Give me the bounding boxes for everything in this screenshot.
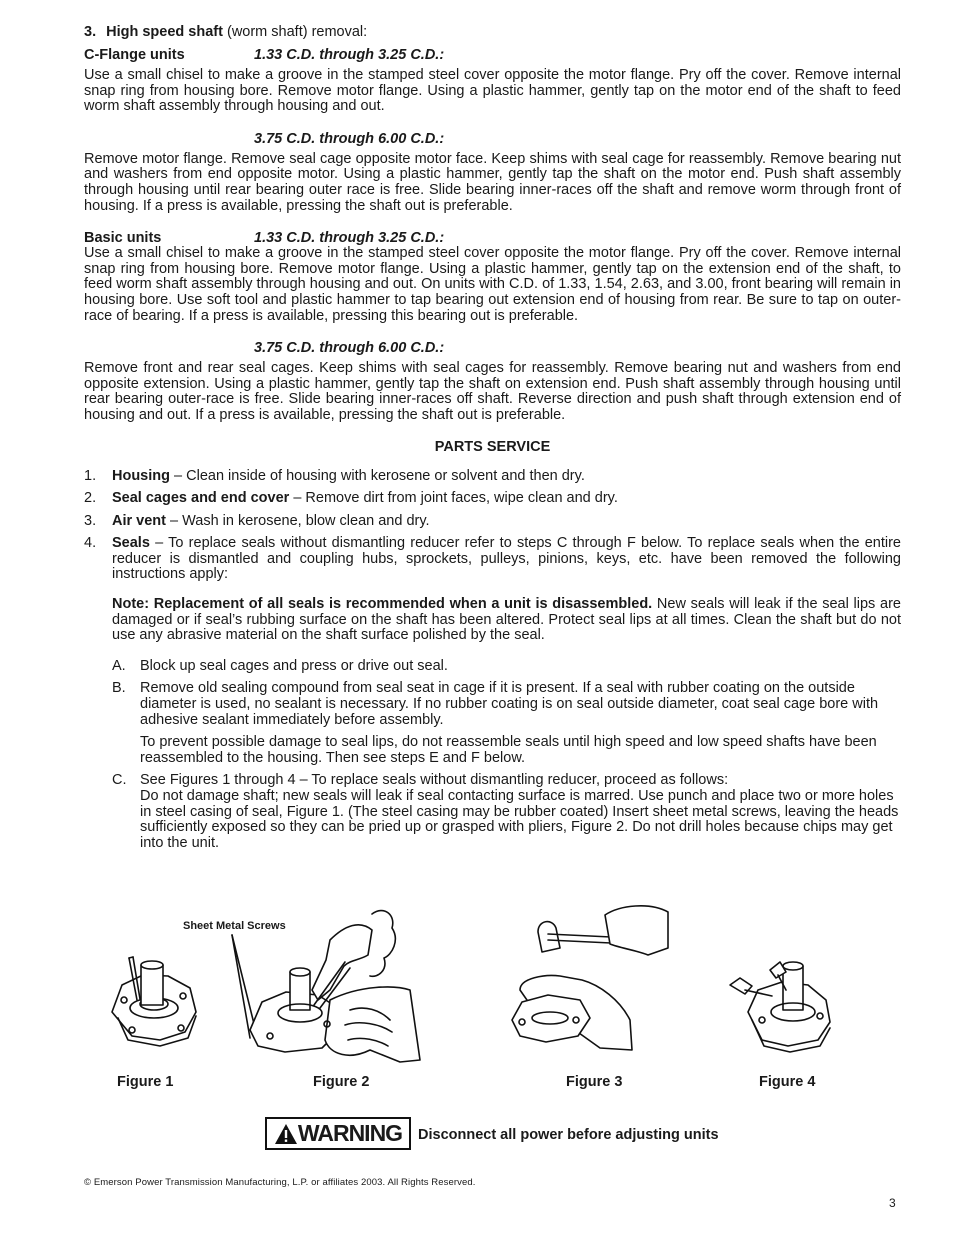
- basic-label: Basic units: [84, 230, 162, 247]
- warning-label: WARNING: [297, 1120, 403, 1146]
- list-item-number: 1.: [84, 467, 97, 484]
- cd-range-2: 3.75 C.D. through 6.00 C.D.:: [254, 130, 445, 147]
- warning-badge: [265, 1117, 411, 1150]
- figure-1-drawing: [112, 957, 196, 1046]
- list-item-text: Air vent – Wash in kerosene, blow clean and dry.: [112, 512, 430, 529]
- figure-2-caption: Figure 2: [313, 1074, 370, 1090]
- list-item-text: Seals – To replace seals without dismantling reducer refer to steps C through F below. To replace seals when the entire reducer is dismantled and coupling hubs, sprockets, pulleys, pinions, keys, etc. have been removed the following instructions apply:: [112, 535, 901, 583]
- warning-message: Disconnect all power before adjusting units: [418, 1127, 719, 1143]
- warning-triangle-icon: [274, 1123, 298, 1145]
- copyright: © Emerson Power Transmission Manufacturing, L.P. or affiliates 2003. All Rights Reserved.: [84, 1177, 476, 1188]
- parts-service-title: PARTS SERVICE: [434, 438, 551, 455]
- list-item-number: 3.: [84, 512, 97, 529]
- figure-3-caption: Figure 3: [566, 1074, 623, 1090]
- list-item-text: Seal cages and end cover – Remove dirt from joint faces, wipe clean and dry.: [112, 490, 618, 507]
- sheet-metal-screws-label: Sheet Metal Screws: [183, 920, 286, 932]
- list-item-number: 4.: [84, 535, 97, 552]
- figure-3-drawing: [512, 906, 668, 1050]
- seal-note-bold: Note: Replacement of all seals is recommended when a unit is disassembled.: [112, 596, 653, 613]
- paragraph-basic-small: Use a small chisel to make a groove in the stamped steel cover opposite the motor flange. Pry off the cover. Remove internal snap ring from housing bore. Remove motor flange. Using a plastic hammer, gently tap on the extension end of the shaft, to feed worm shaft assembly through housing and out. On units with C.D. of 1.33, 1.54, 2.63, and 3.00, front bearing will remain in housing bore. Use soft tool and plastic hammer to tap bearing out extension end of housing from rear. Be sure to tap on outer-race of bearing. If a press is available, pressing this bearing out is preferable.: [84, 245, 901, 324]
- paragraph-cflange-small: Use a small chisel to make a groove in the stamped steel cover opposite the motor flange. Pry off the cover. Remove internal snap ring from housing bore. Remove motor flange. Using a plastic hammer, gently tap on the motor end of the shaft to feed worm shaft assembly through housing and out.: [84, 67, 901, 115]
- figure-4-caption: Figure 4: [759, 1074, 816, 1090]
- step-text: To prevent possible damage to seal lips, do not reassemble seals until high speed and low speed shafts have been reassembled to the housing. Then see steps E and F below.: [140, 734, 877, 766]
- paragraph-cflange-large: Remove motor flange. Remove seal cage opposite motor face. Keep shims with seal cage for reassembly. Remove bearing nut and washers from end opposite motor. Using a plastic hammer, gently tap the shaft on the motor end. Push shaft assembly through housing until rear bearing outer race is free. Slide bearing inner-races off the shaft and remove worm through front of housing. If a press is available, pressing the shaft out is preferable.: [84, 150, 901, 214]
- cd-range-4: 3.75 C.D. through 6.00 C.D.:: [254, 340, 445, 357]
- list-item-text: Housing – Clean inside of housing with kerosene or solvent and then dry.: [112, 467, 585, 484]
- step-letter: A.: [112, 657, 126, 674]
- section-number: 3.: [84, 24, 97, 40]
- step-text: Block up seal cages and press or drive out seal.: [140, 657, 448, 674]
- section-title: High speed shaft: [106, 24, 223, 40]
- cflange-label: C-Flange units: [84, 47, 185, 63]
- figure-1-caption: Figure 1: [117, 1074, 174, 1090]
- step-text: Remove old sealing compound from seal seat in cage if it is present. If a seal with rubber coating on the outside diameter is used, no sealant is necessary. If no rubber coating is on seal outside diameter, coat seal cage bore with adhesive sealant immediately before assembly.: [140, 680, 879, 728]
- step-text: See Figures 1 through 4 – To replace seals without dismantling reducer, proceed as follows: Do not damage shaft; new seals will leak if seal contacting surface is marred. Use punch and place two or more holes in steel casing of seal, Figure 1. (The steel casing may be rubber coated) Insert sheet metal screws, leaving the heads sufficiently exposed so they can be pried up or grasped with pliers, Figure 2. Do not drill holes because chips may get into the unit.: [140, 772, 899, 851]
- list-item-number: 2.: [84, 490, 97, 507]
- figure-4-drawing: [730, 962, 830, 1052]
- section-title-rest: (worm shaft) removal:: [226, 24, 368, 40]
- step-letter: C.: [112, 772, 127, 789]
- step-letter: B.: [112, 680, 126, 697]
- cd-range-1: 1.33 C.D. through 3.25 C.D.:: [254, 47, 445, 63]
- cd-range-3: 1.33 C.D. through 3.25 C.D.:: [254, 230, 445, 247]
- paragraph-basic-large: Remove front and rear seal cages. Keep shims with seal cages for reassembly. Remove bearing nut and washers from end opposite extension. Using a plastic hammer, gently tap the shaft on extension end. Push shaft assembly through housing until rear bearing outer-race is free. Slide bearing inner-races off shaft. Reverse direction and push shaft through extension end of housing and out. If a press is available, pressing the shaft out is preferable.: [84, 360, 901, 423]
- page-number: 3: [889, 1196, 896, 1210]
- seal-note-rest: New seals will leak if the seal lips are damaged or if seal’s rubbing surface on the shaft has been altered. Protect seal lips at all times. Clean the shaft but do not use any abrasive material on the shaft surface polished by the seal.: [112, 596, 901, 644]
- figure-2-drawing: [232, 911, 420, 1062]
